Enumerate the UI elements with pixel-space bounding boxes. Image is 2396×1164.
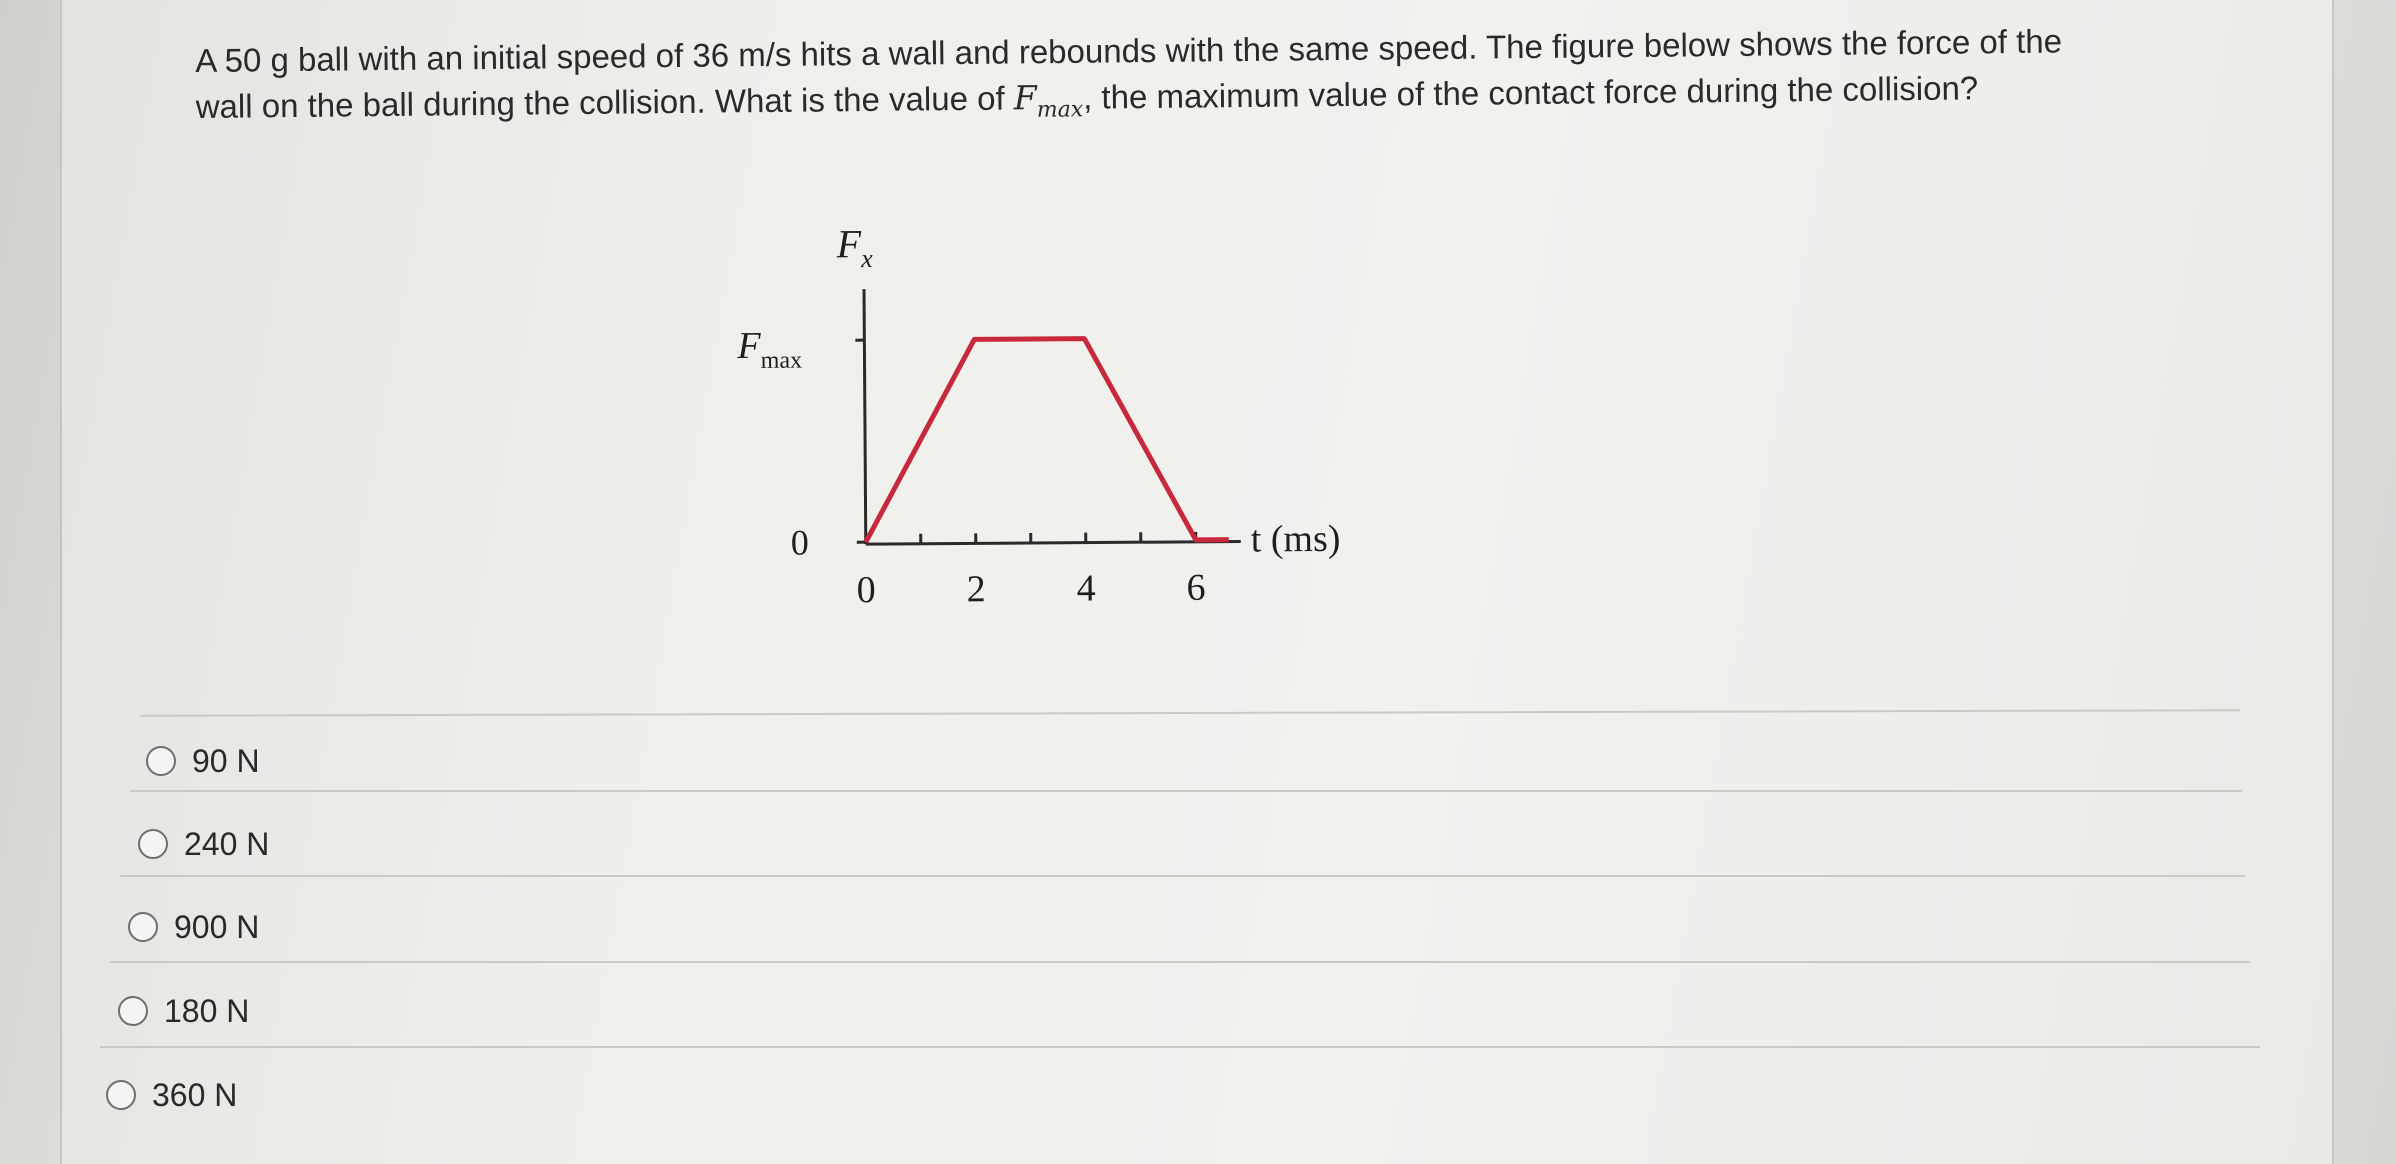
y-axis-label: $F_x$ xyxy=(836,221,873,274)
fmax-symbol xyxy=(1013,78,1084,123)
option-360n[interactable] xyxy=(106,1071,237,1119)
option-900n[interactable] xyxy=(128,903,259,951)
option-90n[interactable] xyxy=(146,737,260,785)
divider xyxy=(130,790,2242,792)
question-text-before: A 50 g ball with an initial speed of 36 m/s hits a wall and rebounds with the same speed. The figure below shows the force of the wall on the ball during the collision. What is the value of xyxy=(195,22,2063,125)
radio-button[interactable] xyxy=(106,1080,136,1110)
option-label: 180 N xyxy=(164,992,250,1029)
option-label: 240 N xyxy=(184,825,270,862)
x-tick-label: 4 xyxy=(1076,567,1096,610)
fmax-tick-label: $F_{max}$ xyxy=(737,324,803,374)
divider xyxy=(100,1046,2260,1048)
x-tick-label: 0 xyxy=(856,569,876,612)
y-axis-line xyxy=(864,289,866,544)
radio-button[interactable] xyxy=(118,996,148,1026)
force-curve xyxy=(864,338,1228,543)
question-text-after: , the maximum value of the contact force during the collision? xyxy=(1082,69,1979,116)
option-240n[interactable] xyxy=(138,820,269,868)
radio-button[interactable] xyxy=(128,912,158,942)
x-tick-label: 2 xyxy=(966,568,986,611)
radio-button[interactable] xyxy=(146,746,176,776)
force-time-graph xyxy=(719,212,1622,648)
fmax-symbol-subscript: max xyxy=(1036,97,1084,123)
option-label: 900 N xyxy=(174,908,260,945)
question-text xyxy=(195,18,2116,143)
option-label: 90 N xyxy=(192,742,260,779)
option-180n[interactable] xyxy=(118,987,249,1035)
x-tick-label: 6 xyxy=(1186,566,1206,609)
divider xyxy=(120,875,2245,877)
fmax-symbol-letter: F xyxy=(1013,78,1037,118)
x-axis-label: t (ms) xyxy=(1250,517,1341,561)
zero-y-tick-label: 0 xyxy=(790,522,809,563)
radio-button[interactable] xyxy=(138,829,168,859)
option-label: 360 N xyxy=(152,1076,238,1113)
divider xyxy=(110,961,2250,963)
